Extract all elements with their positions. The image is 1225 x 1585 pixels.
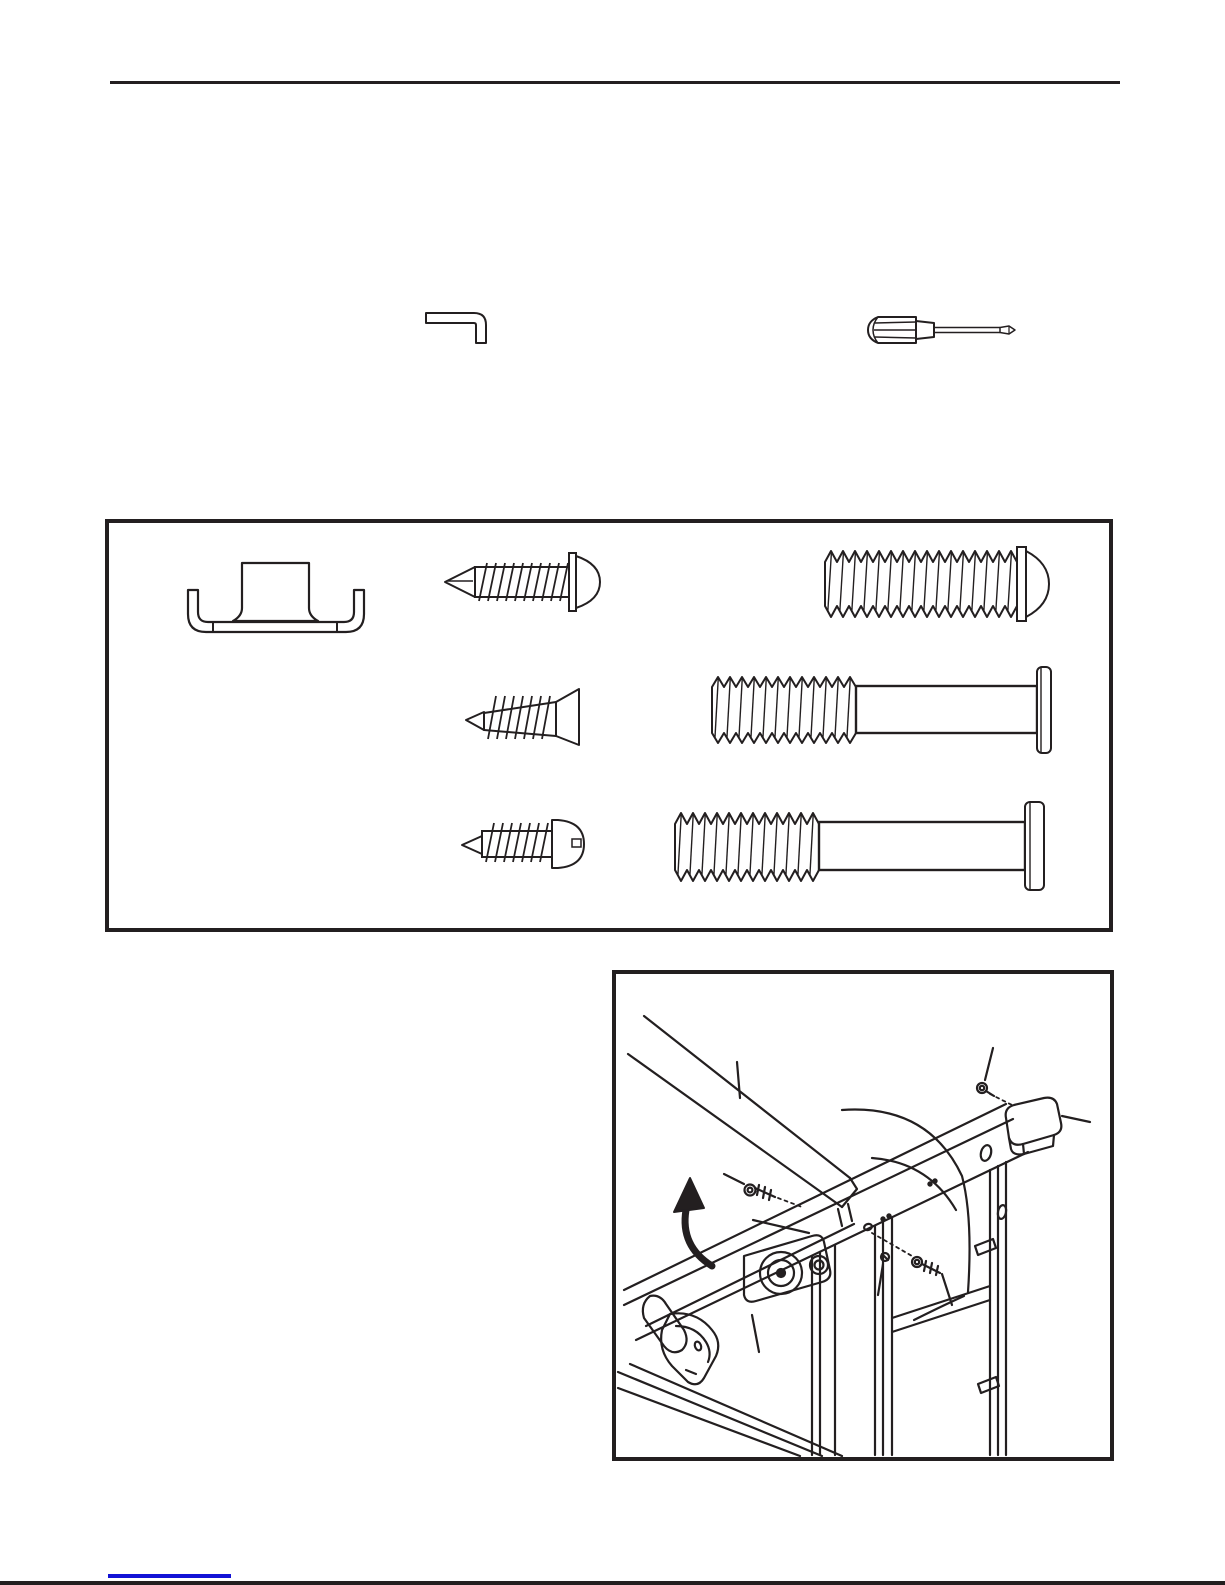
allen-wrench-icon [424,309,492,345]
page-edge-rule [0,1581,1225,1585]
header-rule [110,81,1120,84]
screw-callout-left [724,1174,802,1207]
screw-callout-top-right [977,1048,1014,1106]
pan-head-screw-icon [460,816,587,872]
hardware-parts-box [105,519,1113,932]
frame-clip-bracket-icon [185,562,367,637]
curved-arrow-icon [674,1178,712,1266]
upright-rail [644,1016,850,1178]
phillips-screwdriver-icon [866,315,1018,345]
footer-hyperlink-underline[interactable] [108,1574,231,1578]
self-drilling-screw-icon [443,551,606,613]
assembly-illustration-box [612,970,1114,1461]
button-head-bolt-icon [823,543,1050,625]
flange-bolt-medium-icon [710,665,1052,755]
flange-bolt-long-icon [673,800,1049,892]
flat-head-screw-icon [464,686,592,748]
treadmill-frame-illustration [616,974,1110,1457]
